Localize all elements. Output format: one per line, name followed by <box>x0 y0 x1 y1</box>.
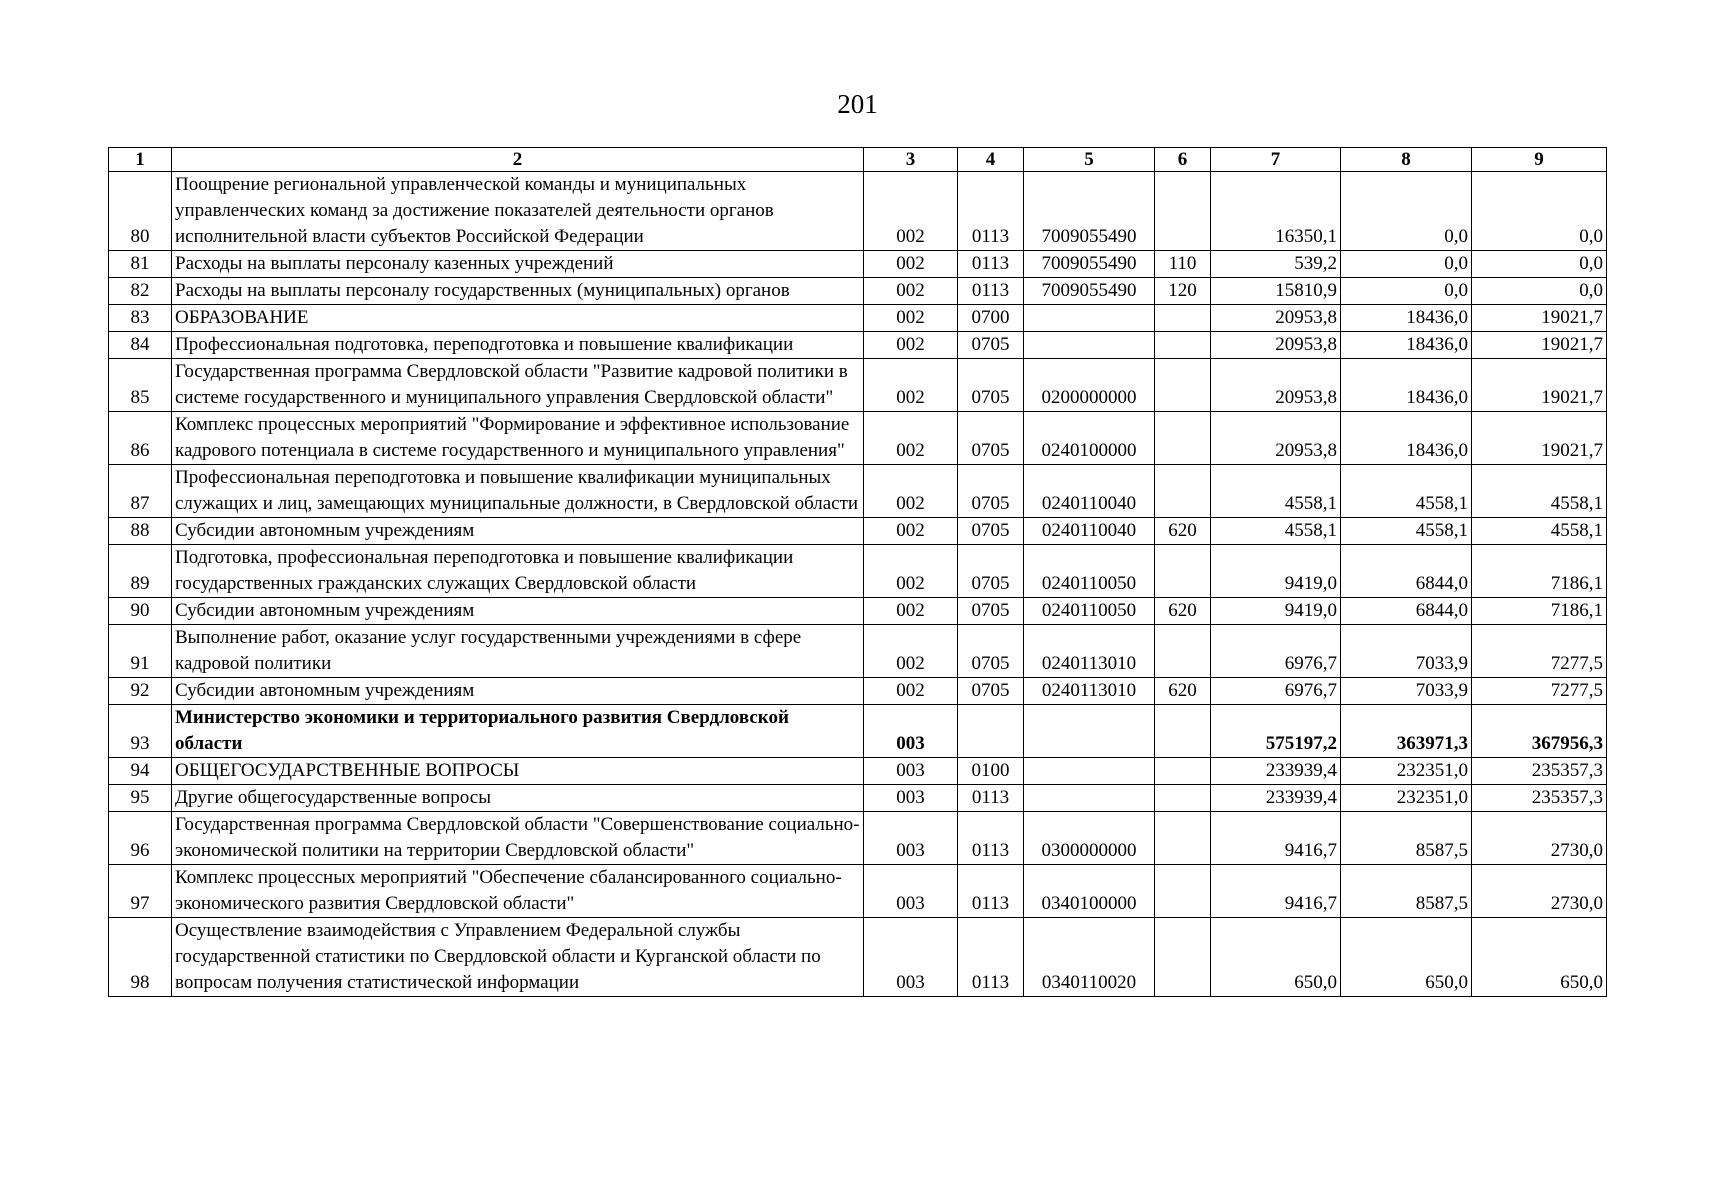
row-col-6 <box>1155 332 1211 359</box>
row-col-6 <box>1155 545 1211 598</box>
row-col-8: 8587,5 <box>1341 812 1472 865</box>
row-name: Профессиональная переподготовка и повышение квалификации муниципальных служащих и лиц, замещающих муниципальные должности, в Свердловской области <box>172 465 864 518</box>
row-name: Комплекс процессных мероприятий "Формирование и эффективное использование кадрового потенциала в системе государственного и муниципального управления" <box>172 412 864 465</box>
row-col-4: 0700 <box>958 305 1024 332</box>
row-col-5: 0240113010 <box>1024 625 1155 678</box>
row-number: 92 <box>109 678 172 705</box>
row-col-9: 0,0 <box>1472 172 1607 251</box>
row-col-4: 0113 <box>958 251 1024 278</box>
row-col-5: 7009055490 <box>1024 251 1155 278</box>
table-row <box>109 598 1607 625</box>
table-row <box>109 918 1607 997</box>
row-number: 82 <box>109 278 172 305</box>
row-col-6 <box>1155 918 1211 997</box>
row-col-9: 7186,1 <box>1472 545 1607 598</box>
row-col-4: 0113 <box>958 865 1024 918</box>
row-col-8: 18436,0 <box>1341 412 1472 465</box>
row-col-6: 120 <box>1155 278 1211 305</box>
row-col-9: 19021,7 <box>1472 305 1607 332</box>
row-col-8: 6844,0 <box>1341 598 1472 625</box>
row-number: 94 <box>109 758 172 785</box>
table-row <box>109 812 1607 865</box>
row-col-6: 110 <box>1155 251 1211 278</box>
row-col-4: 0705 <box>958 678 1024 705</box>
table-row <box>109 705 1607 758</box>
table-row <box>109 545 1607 598</box>
row-col-9: 4558,1 <box>1472 518 1607 545</box>
row-col-7: 15810,9 <box>1211 278 1341 305</box>
row-col-5: 0240110040 <box>1024 518 1155 545</box>
row-number: 84 <box>109 332 172 359</box>
row-name: Субсидии автономным учреждениям <box>172 518 864 545</box>
row-col-8: 8587,5 <box>1341 865 1472 918</box>
row-col-6 <box>1155 785 1211 812</box>
row-col-8: 0,0 <box>1341 172 1472 251</box>
row-col-6 <box>1155 812 1211 865</box>
row-col-3: 002 <box>864 251 958 278</box>
row-name: Субсидии автономным учреждениям <box>172 678 864 705</box>
row-col-6 <box>1155 412 1211 465</box>
row-col-9: 2730,0 <box>1472 812 1607 865</box>
row-col-4: 0705 <box>958 412 1024 465</box>
row-col-4: 0113 <box>958 785 1024 812</box>
header-col-4: 4 <box>958 148 1024 172</box>
row-col-8: 18436,0 <box>1341 305 1472 332</box>
row-col-9: 2730,0 <box>1472 865 1607 918</box>
row-name: Государственная программа Свердловской области "Развитие кадровой политики в системе государственного и муниципального управления Свердловской области" <box>172 359 864 412</box>
row-number: 85 <box>109 359 172 412</box>
row-col-8: 650,0 <box>1341 918 1472 997</box>
row-col-7: 233939,4 <box>1211 758 1341 785</box>
row-col-4: 0705 <box>958 598 1024 625</box>
row-number: 80 <box>109 172 172 251</box>
row-col-9: 367956,3 <box>1472 705 1607 758</box>
row-col-5: 7009055490 <box>1024 172 1155 251</box>
row-number: 88 <box>109 518 172 545</box>
table-row <box>109 678 1607 705</box>
row-name: Расходы на выплаты персоналу казенных учреждений <box>172 251 864 278</box>
row-col-7: 20953,8 <box>1211 359 1341 412</box>
row-name: Комплекс процессных мероприятий "Обеспечение сбалансированного социально-экономического развития Свердловской области" <box>172 865 864 918</box>
row-col-6 <box>1155 758 1211 785</box>
row-col-5: 0240110050 <box>1024 598 1155 625</box>
row-name: Осуществление взаимодействия с Управлением Федеральной службы государственной статистики по Свердловской области и Курганской области по вопросам получения статистической информации <box>172 918 864 997</box>
header-col-2: 2 <box>172 148 864 172</box>
row-col-5 <box>1024 758 1155 785</box>
row-col-3: 002 <box>864 678 958 705</box>
row-name: Профессиональная подготовка, переподготовка и повышение квалификации <box>172 332 864 359</box>
table-row <box>109 518 1607 545</box>
row-col-6 <box>1155 625 1211 678</box>
row-col-9: 235357,3 <box>1472 758 1607 785</box>
row-col-9: 7186,1 <box>1472 598 1607 625</box>
row-col-9: 4558,1 <box>1472 465 1607 518</box>
row-col-5: 0300000000 <box>1024 812 1155 865</box>
row-col-7: 9416,7 <box>1211 865 1341 918</box>
row-col-7: 6976,7 <box>1211 625 1341 678</box>
row-name: Государственная программа Свердловской области "Совершенствование социально-экономической политики на территории Свердловской области" <box>172 812 864 865</box>
table-row <box>109 251 1607 278</box>
row-col-5 <box>1024 332 1155 359</box>
row-col-8: 7033,9 <box>1341 678 1472 705</box>
row-col-9: 19021,7 <box>1472 412 1607 465</box>
row-col-8: 4558,1 <box>1341 518 1472 545</box>
row-number: 87 <box>109 465 172 518</box>
row-col-4: 0113 <box>958 918 1024 997</box>
row-col-6 <box>1155 465 1211 518</box>
row-col-6 <box>1155 305 1211 332</box>
row-col-7: 16350,1 <box>1211 172 1341 251</box>
row-col-4: 0705 <box>958 465 1024 518</box>
row-number: 98 <box>109 918 172 997</box>
row-col-8: 0,0 <box>1341 278 1472 305</box>
row-col-7: 20953,8 <box>1211 412 1341 465</box>
row-col-3: 003 <box>864 758 958 785</box>
row-number: 95 <box>109 785 172 812</box>
row-number: 83 <box>109 305 172 332</box>
row-col-4: 0705 <box>958 332 1024 359</box>
header-col-7: 7 <box>1211 148 1341 172</box>
row-name: Выполнение работ, оказание услуг государственными учреждениями в сфере кадровой политики <box>172 625 864 678</box>
row-col-8: 363971,3 <box>1341 705 1472 758</box>
row-col-3: 002 <box>864 625 958 678</box>
row-col-4 <box>958 705 1024 758</box>
row-col-3: 002 <box>864 278 958 305</box>
row-col-9: 0,0 <box>1472 251 1607 278</box>
row-col-8: 7033,9 <box>1341 625 1472 678</box>
row-number: 97 <box>109 865 172 918</box>
row-col-9: 235357,3 <box>1472 785 1607 812</box>
row-col-3: 002 <box>864 359 958 412</box>
row-col-3: 002 <box>864 598 958 625</box>
row-col-7: 6976,7 <box>1211 678 1341 705</box>
header-col-8: 8 <box>1341 148 1472 172</box>
row-number: 81 <box>109 251 172 278</box>
row-col-6 <box>1155 865 1211 918</box>
row-col-9: 650,0 <box>1472 918 1607 997</box>
table-row <box>109 332 1607 359</box>
row-col-3: 002 <box>864 412 958 465</box>
row-col-3: 003 <box>864 865 958 918</box>
row-col-5 <box>1024 305 1155 332</box>
row-col-5: 0240110040 <box>1024 465 1155 518</box>
header-row <box>109 148 1607 172</box>
row-col-6: 620 <box>1155 598 1211 625</box>
row-col-9: 19021,7 <box>1472 332 1607 359</box>
row-number: 93 <box>109 705 172 758</box>
table-row <box>109 785 1607 812</box>
row-name: Подготовка, профессиональная переподготовка и повышение квалификации государственных гражданских служащих Свердловской области <box>172 545 864 598</box>
row-col-5: 0240110050 <box>1024 545 1155 598</box>
table-row <box>109 305 1607 332</box>
row-number: 89 <box>109 545 172 598</box>
row-col-3: 002 <box>864 332 958 359</box>
row-col-8: 232351,0 <box>1341 758 1472 785</box>
row-col-5 <box>1024 705 1155 758</box>
row-col-7: 233939,4 <box>1211 785 1341 812</box>
row-col-8: 18436,0 <box>1341 359 1472 412</box>
row-name: Министерство экономики и территориального развития Свердловской области <box>172 705 864 758</box>
table-row <box>109 278 1607 305</box>
table-row <box>109 465 1607 518</box>
row-col-3: 002 <box>864 305 958 332</box>
table-row <box>109 758 1607 785</box>
table-row <box>109 412 1607 465</box>
budget-table <box>108 147 1607 997</box>
row-col-8: 232351,0 <box>1341 785 1472 812</box>
row-name: Субсидии автономным учреждениям <box>172 598 864 625</box>
row-col-4: 0705 <box>958 518 1024 545</box>
row-col-7: 4558,1 <box>1211 465 1341 518</box>
table-row <box>109 172 1607 251</box>
row-col-6 <box>1155 705 1211 758</box>
row-col-7: 9416,7 <box>1211 812 1341 865</box>
row-col-7: 20953,8 <box>1211 332 1341 359</box>
row-col-8: 0,0 <box>1341 251 1472 278</box>
row-col-7: 575197,2 <box>1211 705 1341 758</box>
row-col-6 <box>1155 172 1211 251</box>
row-col-5 <box>1024 785 1155 812</box>
row-col-5: 0240113010 <box>1024 678 1155 705</box>
row-col-5: 0340100000 <box>1024 865 1155 918</box>
row-col-6: 620 <box>1155 678 1211 705</box>
row-col-3: 003 <box>864 918 958 997</box>
row-col-4: 0113 <box>958 172 1024 251</box>
row-col-9: 7277,5 <box>1472 625 1607 678</box>
table-row <box>109 625 1607 678</box>
row-col-7: 650,0 <box>1211 918 1341 997</box>
row-col-5: 0340110020 <box>1024 918 1155 997</box>
row-col-4: 0705 <box>958 625 1024 678</box>
row-col-5: 7009055490 <box>1024 278 1155 305</box>
page-number: 201 <box>837 89 878 119</box>
row-col-8: 4558,1 <box>1341 465 1472 518</box>
row-col-3: 003 <box>864 705 958 758</box>
row-name: Поощрение региональной управленческой команды и муниципальных управленческих команд за достижение показателей деятельности органов исполнительной власти субъектов Российской Федерации <box>172 172 864 251</box>
row-col-4: 0100 <box>958 758 1024 785</box>
header-col-3: 3 <box>864 148 958 172</box>
row-col-3: 003 <box>864 785 958 812</box>
row-number: 96 <box>109 812 172 865</box>
row-col-9: 0,0 <box>1472 278 1607 305</box>
row-col-4: 0705 <box>958 359 1024 412</box>
row-col-5: 0240100000 <box>1024 412 1155 465</box>
row-col-3: 002 <box>864 545 958 598</box>
row-col-6 <box>1155 359 1211 412</box>
row-col-7: 539,2 <box>1211 251 1341 278</box>
row-col-3: 002 <box>864 518 958 545</box>
row-col-6: 620 <box>1155 518 1211 545</box>
row-col-7: 4558,1 <box>1211 518 1341 545</box>
header-col-6: 6 <box>1155 148 1211 172</box>
table-body <box>109 172 1607 997</box>
row-col-4: 0113 <box>958 812 1024 865</box>
row-name: ОБЩЕГОСУДАРСТВЕННЫЕ ВОПРОСЫ <box>172 758 864 785</box>
row-col-7: 20953,8 <box>1211 305 1341 332</box>
row-col-8: 6844,0 <box>1341 545 1472 598</box>
row-col-5: 0200000000 <box>1024 359 1155 412</box>
table-row <box>109 865 1607 918</box>
header-col-5: 5 <box>1024 148 1155 172</box>
row-col-3: 002 <box>864 465 958 518</box>
row-number: 86 <box>109 412 172 465</box>
row-col-8: 18436,0 <box>1341 332 1472 359</box>
row-col-4: 0705 <box>958 545 1024 598</box>
header-col-1: 1 <box>109 148 172 172</box>
row-col-3: 002 <box>864 172 958 251</box>
row-name: Другие общегосударственные вопросы <box>172 785 864 812</box>
row-col-3: 003 <box>864 812 958 865</box>
row-name: Расходы на выплаты персоналу государственных (муниципальных) органов <box>172 278 864 305</box>
table-row <box>109 359 1607 412</box>
row-name: ОБРАЗОВАНИЕ <box>172 305 864 332</box>
row-col-9: 7277,5 <box>1472 678 1607 705</box>
row-col-7: 9419,0 <box>1211 545 1341 598</box>
row-col-7: 9419,0 <box>1211 598 1341 625</box>
row-col-4: 0113 <box>958 278 1024 305</box>
row-col-9: 19021,7 <box>1472 359 1607 412</box>
row-number: 91 <box>109 625 172 678</box>
header-col-9: 9 <box>1472 148 1607 172</box>
row-number: 90 <box>109 598 172 625</box>
